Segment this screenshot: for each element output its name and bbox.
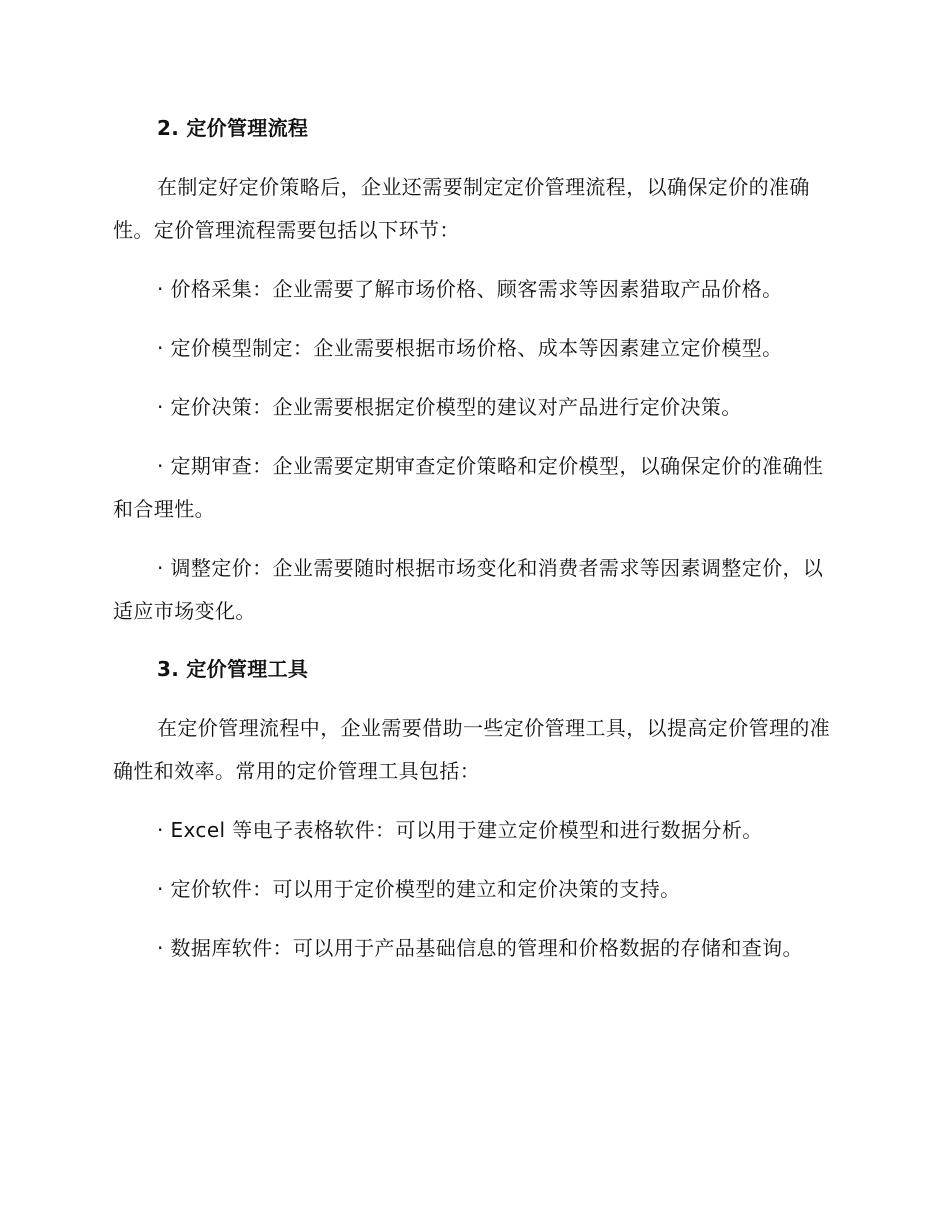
list-item-price-adjustment: · 调整定价：企业需要随时根据市场变化和消费者需求等因素调整定价，以适应市场变化。 bbox=[113, 556, 824, 623]
list-item-spreadsheet: · Excel 等电子表格软件：可以用于建立定价模型和进行数据分析。 bbox=[157, 818, 763, 842]
section-heading-pricing-tools: 3. 定价管理工具 bbox=[157, 657, 309, 681]
list-item-pricing-model: · 定价模型制定：企业需要根据市场价格、成本等因素建立定价模型。 bbox=[157, 336, 783, 360]
section-heading-pricing-process: 2. 定价管理流程 bbox=[157, 116, 309, 140]
list-item-database-software: · 数据库软件：可以用于产品基础信息的管理和价格数据的存储和查询。 bbox=[157, 936, 803, 960]
list-item-periodic-review: · 定期审查：企业需要定期审查定价策略和定价模型，以确保定价的准确性和合理性。 bbox=[113, 454, 824, 521]
paragraph-tools-intro: 在定价管理流程中，企业需要借助一些定价管理工具，以提高定价管理的准确性和效率。常用的定价管理工具包括： bbox=[113, 716, 831, 783]
paragraph-process-intro: 在制定好定价策略后，企业还需要制定定价管理流程，以确保定价的准确性。定价管理流程需要包括以下环节： bbox=[113, 175, 810, 242]
list-item-pricing-decision: · 定价决策：企业需要根据定价模型的建议对产品进行定价决策。 bbox=[157, 395, 742, 419]
list-item-price-collection: · 价格采集：企业需要了解市场价格、顾客需求等因素猎取产品价格。 bbox=[157, 277, 783, 301]
list-item-pricing-software: · 定价软件：可以用于定价模型的建立和定价决策的支持。 bbox=[157, 877, 681, 901]
document-content bbox=[113, 108, 835, 986]
